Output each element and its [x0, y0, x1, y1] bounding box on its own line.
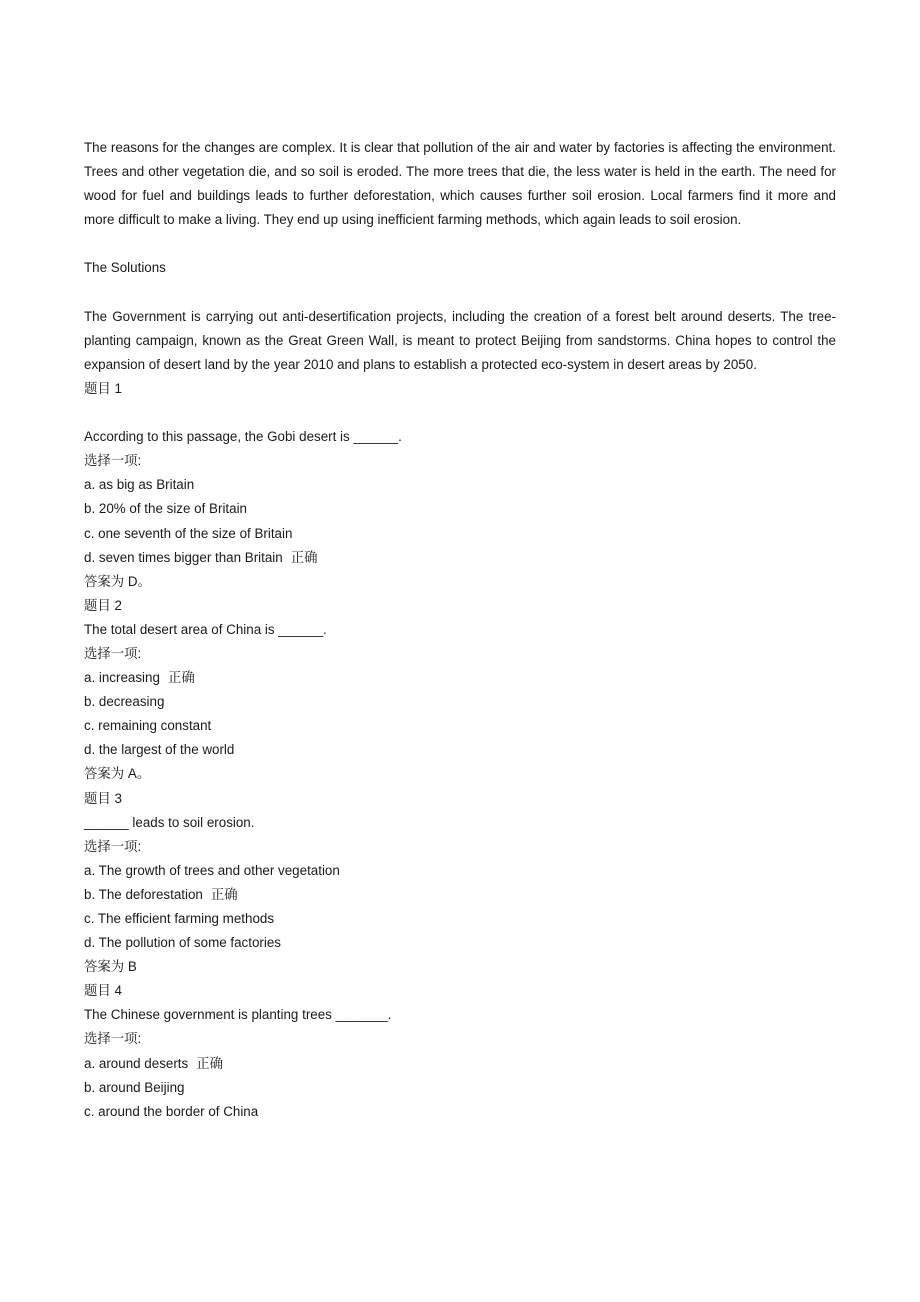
spacer — [84, 401, 836, 425]
question-1-title: 题目 1 — [84, 380, 122, 396]
question-4-prompt: The Chinese government is planting trees _______. — [84, 1007, 392, 1023]
spacer — [84, 281, 836, 305]
question-3-option-b: b. The deforestation — [84, 886, 203, 902]
question-1-prompt: According to this passage, the Gobi desert is ______. — [84, 429, 402, 445]
question-3-answer: 答案为 B — [84, 959, 137, 975]
question-1-option-d: d. seven times bigger than Britain — [84, 549, 283, 565]
question-4-option-c: c. around the border of China — [84, 1103, 259, 1119]
question-3-option-c: c. The efficient farming methods — [84, 911, 275, 926]
heading-solutions: The Solutions — [84, 260, 166, 276]
question-4-title: 题目 4 — [84, 983, 122, 999]
question-3-option-b-row — [84, 883, 836, 907]
question-2-option-a: a. increasing — [84, 670, 160, 686]
question-1-correct-mark: 正确 — [290, 549, 318, 565]
question-1-option-b: b. 20% of the size of Britain — [84, 501, 248, 517]
question-2-option-a-row — [84, 666, 836, 690]
question-1-option-a: a. as big as Britain — [84, 477, 195, 493]
question-4-option-a-row — [84, 1052, 836, 1076]
question-2-choose-label: 选择一项: — [84, 645, 142, 661]
question-1-choose-label: 选择一项: — [84, 453, 142, 469]
question-2-prompt: The total desert area of China is ______. — [84, 621, 327, 637]
question-2-title: 题目 2 — [84, 597, 122, 613]
question-1-option-d-row — [84, 546, 836, 570]
question-4-correct-mark: 正确 — [196, 1055, 223, 1071]
paragraph-reasons: The reasons for the changes are complex. It is clear that pollution of the air and water by factories is affecting the environment. Trees and other vegetation die, and so soil is eroded. The more trees that die, the less water is held in the earth. The need for wood for fuel and buildings leads to further deforestation, which causes further soil erosion. Local farmers find it more and more difficult to make a living. They end up using inefficient farming methods, which again leads to soil erosion. — [84, 140, 836, 228]
question-2-option-c: c. remaining constant — [84, 718, 212, 734]
spacer — [84, 232, 836, 256]
paragraph-solutions: The Government is carrying out anti-desertification projects, including the creation of a forest belt around deserts. The tree-planting campaign, known as the Great Green Wall, is meant to protect Beijing from sandstorms. China hopes to control the expansion of desert land by the year 2010 and plans to establish a protected eco-system in desert areas by 2050. — [84, 308, 836, 372]
question-1-option-c: c. one seventh of the size of Britain — [84, 525, 293, 541]
question-2-correct-mark: 正确 — [167, 670, 195, 686]
question-2-option-d: d. the largest of the world — [84, 742, 235, 758]
question-3-correct-mark: 正确 — [210, 886, 238, 902]
question-4-option-a: a. around deserts — [84, 1055, 189, 1071]
question-2-option-b: b. decreasing — [84, 694, 165, 710]
document-page — [84, 136, 836, 1124]
question-3-prompt: ______ leads to soil erosion. — [84, 814, 255, 830]
question-3-option-a: a. The growth of trees and other vegetation — [84, 862, 340, 878]
question-4-option-b: b. around Beijing — [84, 1079, 185, 1095]
question-2-answer: 答案为 A。 — [84, 766, 151, 782]
question-3-option-d: d. The pollution of some factories — [84, 935, 282, 951]
question-3-choose-label: 选择一项: — [84, 838, 142, 854]
question-1-answer: 答案为 D。 — [84, 573, 151, 589]
question-3-title: 题目 3 — [84, 790, 122, 806]
question-4-choose-label: 选择一项: — [84, 1031, 142, 1047]
